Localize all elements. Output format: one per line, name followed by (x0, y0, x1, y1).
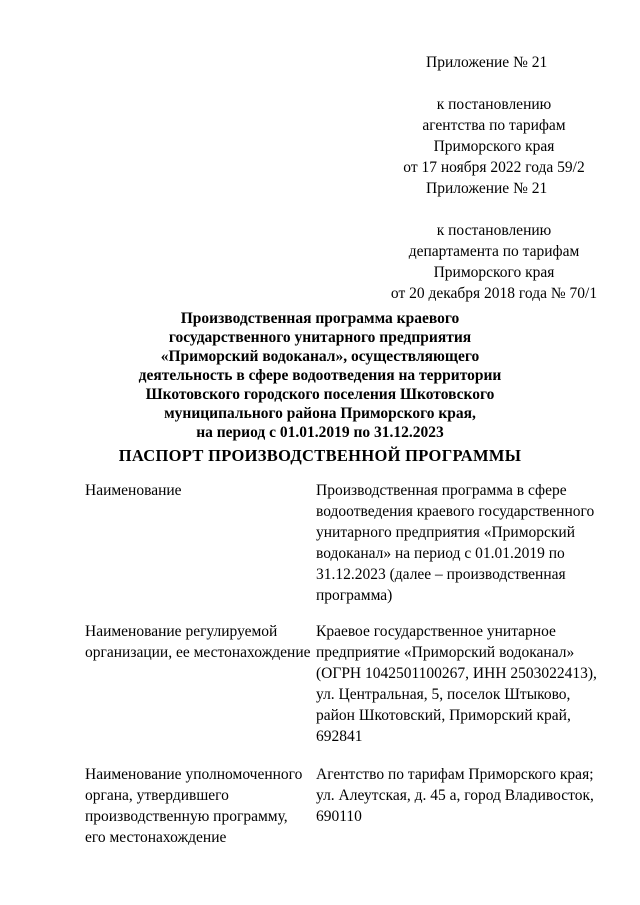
appendix-1-heading: Приложение № 21 (426, 54, 548, 71)
appendix-1-line: Приморского края (433, 138, 555, 155)
row-label-line: Наименование (85, 482, 182, 499)
title-line: государственного унитарного предприятия (168, 329, 472, 346)
row-value-line: унитарного предприятия «Приморский (316, 524, 576, 541)
row-label (85, 480, 305, 501)
title-line: муниципального района Приморского края, (164, 405, 476, 422)
title-line: Шкотовского городского поселения Шкотовского (145, 386, 495, 403)
row-label-line: организации, ее местонахождение (85, 644, 311, 661)
row-value-line: Краевое государственное унитарное (316, 623, 556, 640)
row-value-line: предприятие «Приморский водоканал» (316, 644, 575, 661)
row-value (316, 764, 596, 827)
row-label-line: Наименование уполномоченного (85, 766, 303, 783)
appendix-2-reference (380, 220, 608, 304)
appendix-2-line: департамента по тарифам (408, 243, 580, 260)
row-label (85, 764, 305, 848)
appendix-1-line: от 17 ноября 2022 года 59/2 (403, 159, 585, 176)
title-line: «Приморский водоканал», осуществляющего (160, 348, 480, 365)
row-value-line: водоотведения краевого государственного (316, 503, 595, 520)
passport-heading: ПАСПОРТ ПРОИЗВОДСТВЕННОЙ ПРОГРАММЫ (118, 446, 522, 465)
row-label-line: органа, утвердившего (85, 787, 229, 804)
title-line: деятельность в сфере водоотведения на территории (138, 367, 502, 384)
row-value-line: Производственная программа в сфере (316, 482, 567, 499)
document-title (90, 309, 550, 442)
appendix-1-line: агентства по тарифам (422, 117, 566, 134)
title-line: Производственная программа краевого (180, 310, 460, 327)
row-value-line: (ОГРН 1042501100267, ИНН 2503022413), (316, 665, 597, 682)
row-value-line: 690110 (316, 808, 362, 825)
title-line: на период с 01.01.2019 по 31.12.2023 (196, 424, 444, 441)
row-value-line: программа) (316, 587, 393, 604)
row-label-line: Наименование регулируемой (85, 623, 278, 640)
row-value (316, 621, 596, 747)
row-label-line: производственную программу, (85, 808, 288, 825)
appendix-2-line: Приморского края (433, 264, 555, 281)
row-value-line: 692841 (316, 728, 363, 745)
row-value (316, 480, 596, 606)
row-value-line: 31.12.2023 (далее – производственная (316, 566, 566, 583)
appendix-1-reference (393, 94, 595, 178)
row-value-line: ул. Центральная, 5, поселок Штыково, (316, 686, 571, 703)
row-value-line: район Шкотовский, Приморский край, (316, 707, 571, 724)
row-value-line: Агентство по тарифам Приморского края; (316, 766, 594, 783)
row-value-line: ул. Алеутская, д. 45 а, город Владивосток, (316, 787, 594, 804)
appendix-2-line: от 20 декабря 2018 года № 70/1 (390, 285, 598, 302)
row-value-line: водоканал» на период с 01.01.2019 по (316, 545, 565, 562)
row-label (85, 621, 311, 663)
appendix-2-line: к постановлению (436, 222, 552, 239)
appendix-1-line: к постановлению (436, 96, 552, 113)
row-label-line: его местонахождение (85, 829, 227, 846)
appendix-2-heading: Приложение № 21 (426, 180, 548, 197)
